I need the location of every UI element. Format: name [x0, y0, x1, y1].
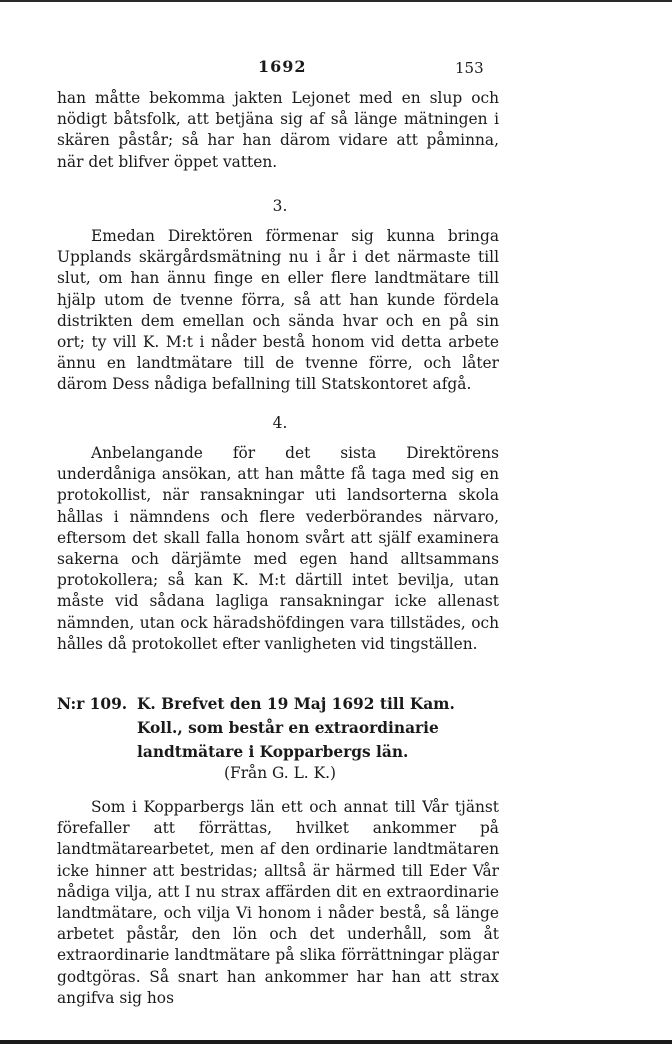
section-number-4: 4. [272, 414, 288, 432]
section-3-text: Emedan Direktören förmenar sig kunna bringa Upplands skärgårdsmätning nu i år i det närmaste till slut, om han ännu finge en eller flere landtmätare till hjälp utom de tvenne förra, så att han kunde fördela distrikten dem emellan och sända hvar och en på sin ort; ty vill K. M:t i nåder bestå honom vid detta arbete ännu en landtmätare till de tvenne förre, och låter därom Dess nådiga befallning till Statskontoret afgå. [57, 227, 499, 394]
section-4-text: Anbelangande för det sista Direktörens underdåniga ansökan, att han måtte få taga med sig en protokollist, när ransakningar uti landsorterna skola hållas i nämndens och flere vederbörandes närvaro, eftersom det skall falla honom svårt att själf examinera sakerna och därjämte med egen hand alltsammans protokollera; så kan K. M:t därtill intet bevilja, utan måste vid sådana lagliga ransakningar icke allenast nämnden, utan ock häradshöfdingen vara tillstädes, och hålles då protokollet efter vanligheten vid tingställen. [57, 444, 499, 653]
page-number: 153 [455, 59, 484, 77]
section-3-paragraph [57, 226, 499, 396]
continuation-paragraph [57, 88, 499, 173]
entry-number: N:r 109. [57, 695, 128, 713]
entry-text: Som i Kopparbergs län ett och annat till Vår tjänst förefaller att förrättas, hvilket ankommer på landtmätarearbetet, men af den ordinarie landtmätaren icke hinner att bestridas; alltså är härmed till Eder Vår nådiga vilja, att I nu strax affärden dit en extraordinarie landtmätare, och vilja Vi honom i nåder bestå, så länge arbetet påstår, den lön och det underhåll, som åt extraordinarie landtmätare på slika förrättningar plägar godtgöras. Så snart han ankommer har han att strax angifva sig hos [57, 798, 499, 1007]
bottom-rule [0, 1040, 672, 1044]
top-rule [0, 0, 672, 2]
running-head-year: 1692 [258, 57, 307, 76]
continuation-text: han måtte bekomma jakten Lejonet med en slup och nödigt båtsfolk, att betjäna sig af så länge mätningen i skären påstår; så har han därom vidare att påminna, när det blifver öppet vatten. [57, 89, 499, 171]
entry-title: K. Brefvet den 19 Maj 1692 till Kam. Koll., som består en extraordinarie landtmätare i Kopparbergs län. [137, 695, 455, 761]
entry-paragraph [57, 797, 499, 1009]
entry-source: (Från G. L. K.) [224, 764, 336, 782]
section-4-paragraph [57, 443, 499, 655]
section-number-3: 3. [272, 197, 288, 215]
